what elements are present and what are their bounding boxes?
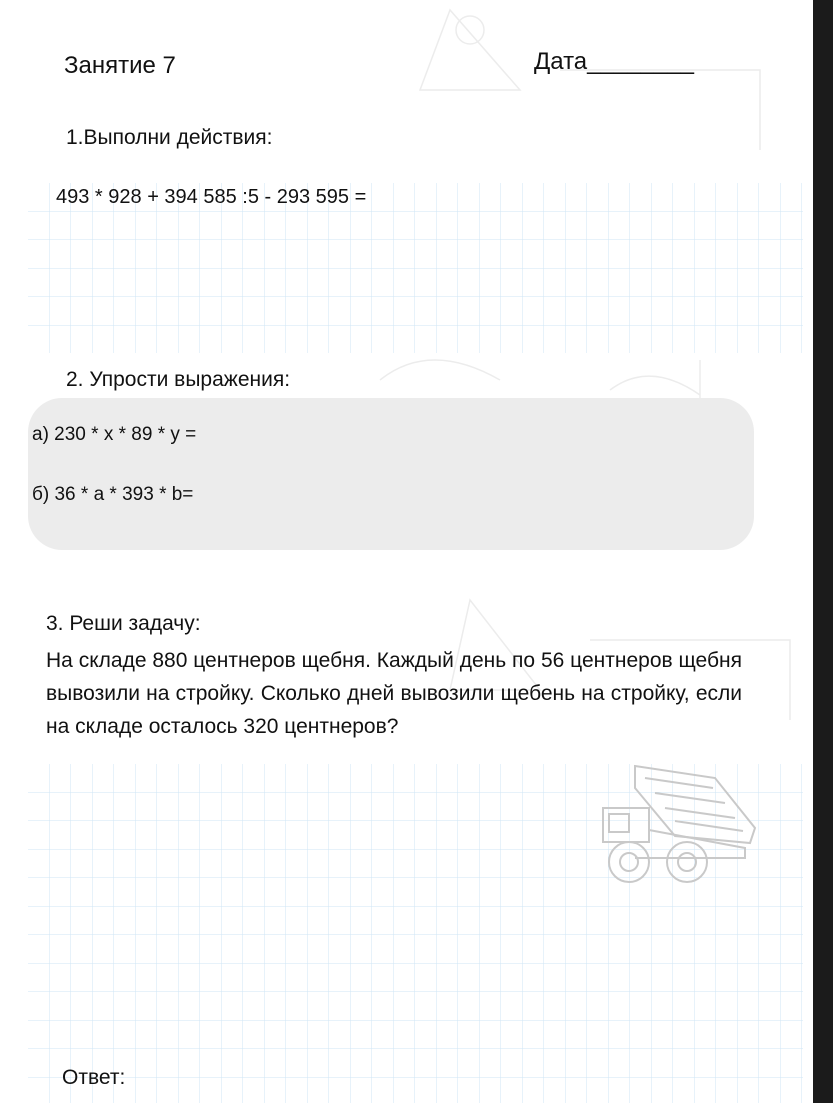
- task2-expressions-box: [28, 398, 754, 550]
- task3-problem-text: На складе 880 центнеров щебня. Каждый день по 56 центнеров щебня вывозили на стройку. Сколько дней вывозили щебень на стройку, если на складе осталось 320 центнеров?: [46, 649, 742, 738]
- task3-title: 3. Реши задачу:: [46, 612, 201, 635]
- task2-item-a: а) 230 * х * 89 * у =: [32, 424, 197, 445]
- task2-title: 2. Упрости выражения:: [66, 368, 291, 391]
- page-edge-shadow: [813, 0, 833, 1103]
- dump-truck-illustration: [595, 758, 765, 888]
- answer-label: Ответ:: [62, 1066, 126, 1089]
- date-field[interactable]: Дата________: [534, 48, 694, 75]
- lesson-title: Занятие 7: [64, 52, 176, 79]
- task2-item-b: б) 36 * а * 393 * b=: [32, 484, 194, 505]
- task1-expression: 493 * 928 + 394 585 :5 - 293 595 =: [56, 186, 367, 208]
- task1-title: 1.Выполни действия:: [66, 126, 273, 149]
